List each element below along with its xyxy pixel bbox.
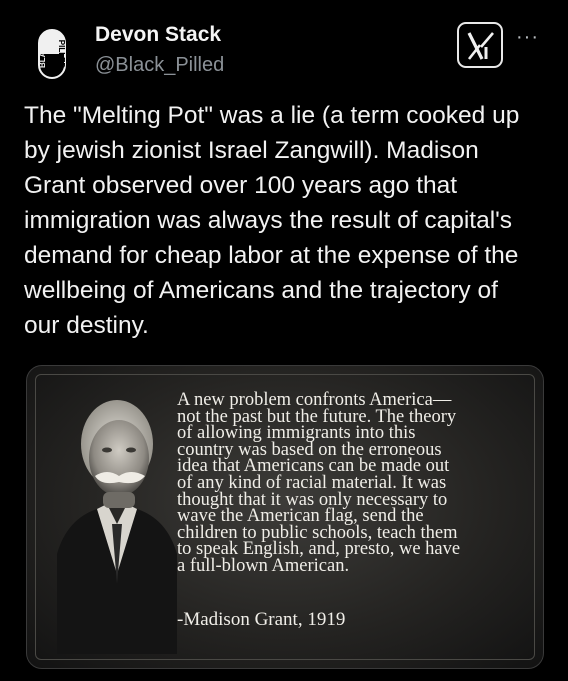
portrait-image [57, 384, 177, 654]
author-handle[interactable]: @Black_Pilled [95, 54, 225, 76]
author-display-name[interactable]: Devon Stack [95, 23, 222, 46]
more-options-icon[interactable]: ··· [516, 26, 539, 48]
avatar-text-left: BLACK [38, 40, 47, 68]
tweet-media-image[interactable] [26, 365, 544, 669]
tweet-text: The "Melting Pot" was a lie (a term cooked up by jewish zionist Israel Zangwill). Madison Grant observed over 100 years ago that immigration was always the result of capital's demand for cheap labor at the expense of the wellbeing of Americans and the trajectory of our destiny. [24, 102, 520, 339]
quote-attribution: -Madison Grant, 1919 [177, 609, 346, 630]
avatar[interactable] [24, 26, 80, 82]
x-logo-icon[interactable] [457, 22, 503, 68]
black-pill-capsule-icon [24, 26, 80, 82]
quote-text: A new problem confronts America— not the past but the future. The theory of allowing immigrants into this country was based on the erroneous idea that Americans can be made out of any kind of racial material. It was thought that it was only necessary to wave the American flag, send the children to public schools, teach them to speak English, and, presto, we have a full-blown American. [177, 390, 461, 576]
x-glyph [467, 31, 495, 61]
avatar-text-right: PILLED [57, 39, 66, 69]
